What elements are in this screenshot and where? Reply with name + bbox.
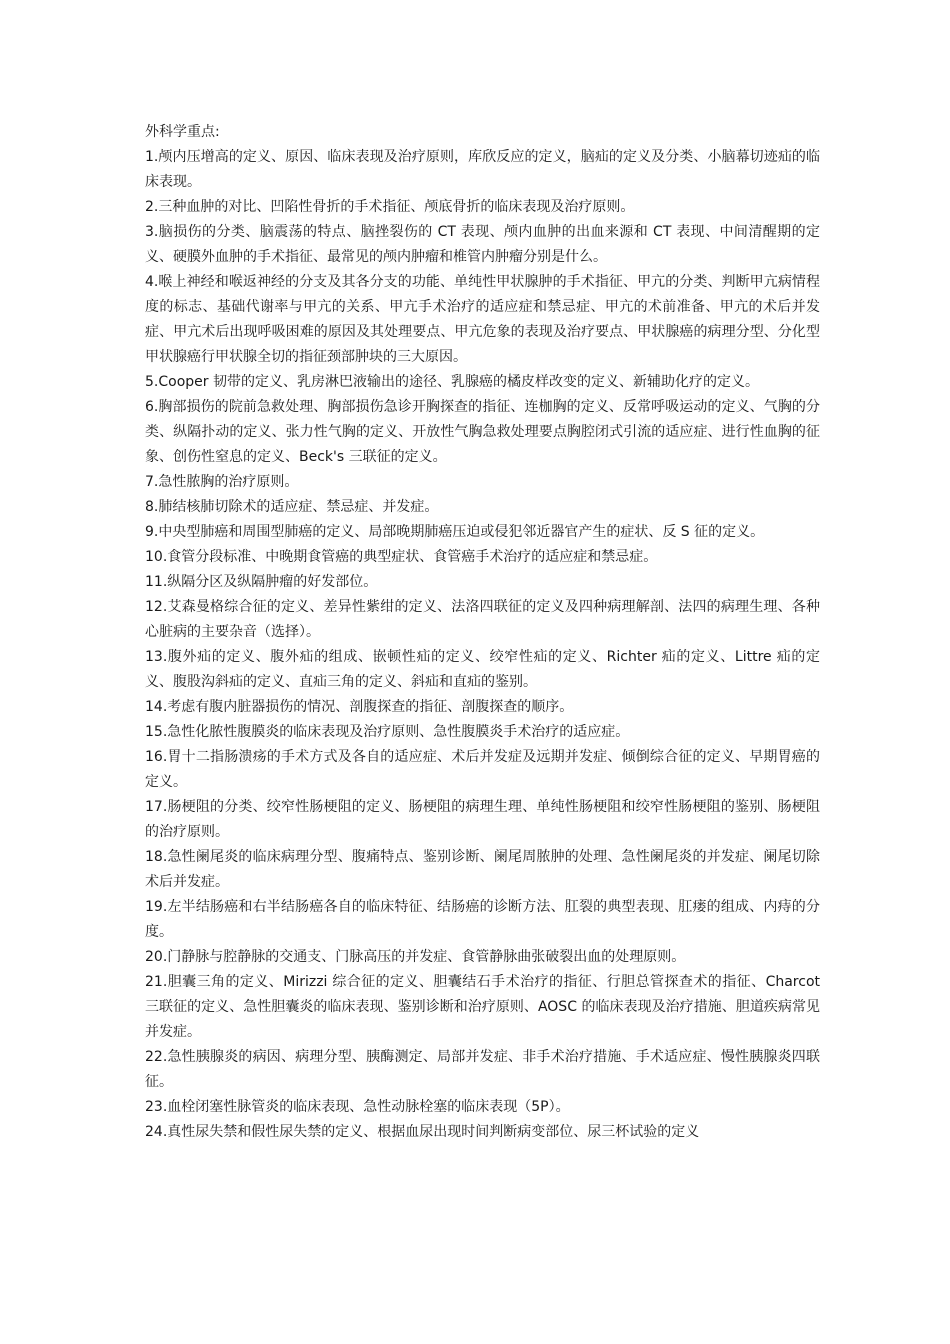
list-item: 24.真性尿失禁和假性尿失禁的定义、根据血尿出现时间判断病变部位、尿三杯试验的定义 xyxy=(145,1124,700,1140)
list-item: 18.急性阑尾炎的临床病理分型、腹痛特点、鉴别诊断、阑尾周脓肿的处理、急性阑尾炎的并发症、阑尾切除术后并发症。 xyxy=(145,849,820,890)
list-item: 2.三种血肿的对比、凹陷性骨折的手术指征、颅底骨折的临床表现及治疗原则。 xyxy=(145,199,635,215)
list-item: 4.喉上神经和喉返神经的分支及其各分支的功能、单纯性甲状腺肿的手术指征、甲亢的分类、判断甲亢病情程度的标志、基础代谢率与甲亢的关系、甲亢手术治疗的适应症和禁忌症、甲亢的术前准备、甲亢的术后并发症、甲亢术后出现呼吸困难的原因及其处理要点、甲亢危象的表现及治疗要点、甲状腺癌的病理分型、分化型甲状腺癌行甲状腺全切的指征颈部肿块的三大原因。 xyxy=(145,274,820,365)
list-item: 17.肠梗阻的分类、绞窄性肠梗阻的定义、肠梗阻的病理生理、单纯性肠梗阻和绞窄性肠梗阻的鉴别、肠梗阻的治疗原则。 xyxy=(145,799,820,840)
list-item: 22.急性胰腺炎的病因、病理分型、胰酶测定、局部并发症、非手术治疗措施、手术适应症、慢性胰腺炎四联征。 xyxy=(145,1049,820,1090)
list-item: 12.艾森曼格综合征的定义、差异性紫绀的定义、法洛四联征的定义及四种病理解剖、法四的病理生理、各种心脏病的主要杂音（选择）。 xyxy=(145,599,820,640)
list-item: 10.食管分段标准、中晚期食管癌的典型症状、食管癌手术治疗的适应症和禁忌症。 xyxy=(145,549,658,565)
list-item: 20.门静脉与腔静脉的交通支、门脉高压的并发症、食管静脉曲张破裂出血的处理原则。 xyxy=(145,949,686,965)
list-item: 7.急性脓胸的治疗原则。 xyxy=(145,474,299,490)
list-item: 5.Cooper 韧带的定义、乳房淋巴液输出的途径、乳腺癌的橘皮样改变的定义、新辅助化疗的定义。 xyxy=(145,374,759,390)
list-item: 11.纵隔分区及纵隔肿瘤的好发部位。 xyxy=(145,574,378,590)
list-item: 21.胆囊三角的定义、Mirizzi 综合征的定义、胆囊结石手术治疗的指征、行胆总管探查术的指征、Charcot 三联征的定义、急性胆囊炎的临床表现、鉴别诊断和治疗原则、AOSC 的临床表现及治疗措施、胆道疾病常见并发症。 xyxy=(145,974,820,1040)
list-item: 3.脑损伤的分类、脑震荡的特点、脑挫裂伤的 CT 表现、颅内血肿的出血来源和 CT 表现、中间清醒期的定义、硬膜外血肿的手术指征、最常见的颅内肿瘤和椎管内肿瘤分别是什么。 xyxy=(145,224,820,265)
list-item: 6.胸部损伤的院前急救处理、胸部损伤急诊开胸探查的指征、连枷胸的定义、反常呼吸运动的定义、气胸的分类、纵隔扑动的定义、张力性气胸的定义、开放性气胸急救处理要点胸腔闭式引流的适应症、进行性血胸的征象、创伤性窒息的定义、Beck's 三联征的定义。 xyxy=(145,399,820,465)
list-item: 14.考虑有腹内脏器损伤的情况、剖腹探查的指征、剖腹探查的顺序。 xyxy=(145,699,574,715)
list-item: 8.肺结核肺切除术的适应症、禁忌症、并发症。 xyxy=(145,499,439,515)
list-item: 15.急性化脓性腹膜炎的临床表现及治疗原则、急性腹膜炎手术治疗的适应症。 xyxy=(145,724,630,740)
list-item: 1.颅内压增高的定义、原因、临床表现及治疗原则，库欣反应的定义，脑疝的定义及分类、小脑幕切迹疝的临床表现。 xyxy=(145,149,820,190)
list-item: 9.中央型肺癌和周围型肺癌的定义、局部晚期肺癌压迫或侵犯邻近器官产生的症状、反 S 征的定义。 xyxy=(145,524,765,540)
list-item: 16.胃十二指肠溃疡的手术方式及各自的适应症、术后并发症及远期并发症、倾倒综合征的定义、早期胃癌的定义。 xyxy=(145,749,820,790)
list-item: 13.腹外疝的定义、腹外疝的组成、嵌顿性疝的定义、绞窄性疝的定义、Richter 疝的定义、Littre 疝的定义、腹股沟斜疝的定义、直疝三角的定义、斜疝和直疝的鉴别。 xyxy=(145,649,820,690)
document-body xyxy=(145,120,820,1145)
document-title: 外科学重点: xyxy=(145,124,220,140)
list-item: 19.左半结肠癌和右半结肠癌各自的临床特征、结肠癌的诊断方法、肛裂的典型表现、肛瘘的组成、内痔的分度。 xyxy=(145,899,820,940)
list-item: 23.血栓闭塞性脉管炎的临床表现、急性动脉栓塞的临床表现（5P）。 xyxy=(145,1099,570,1115)
